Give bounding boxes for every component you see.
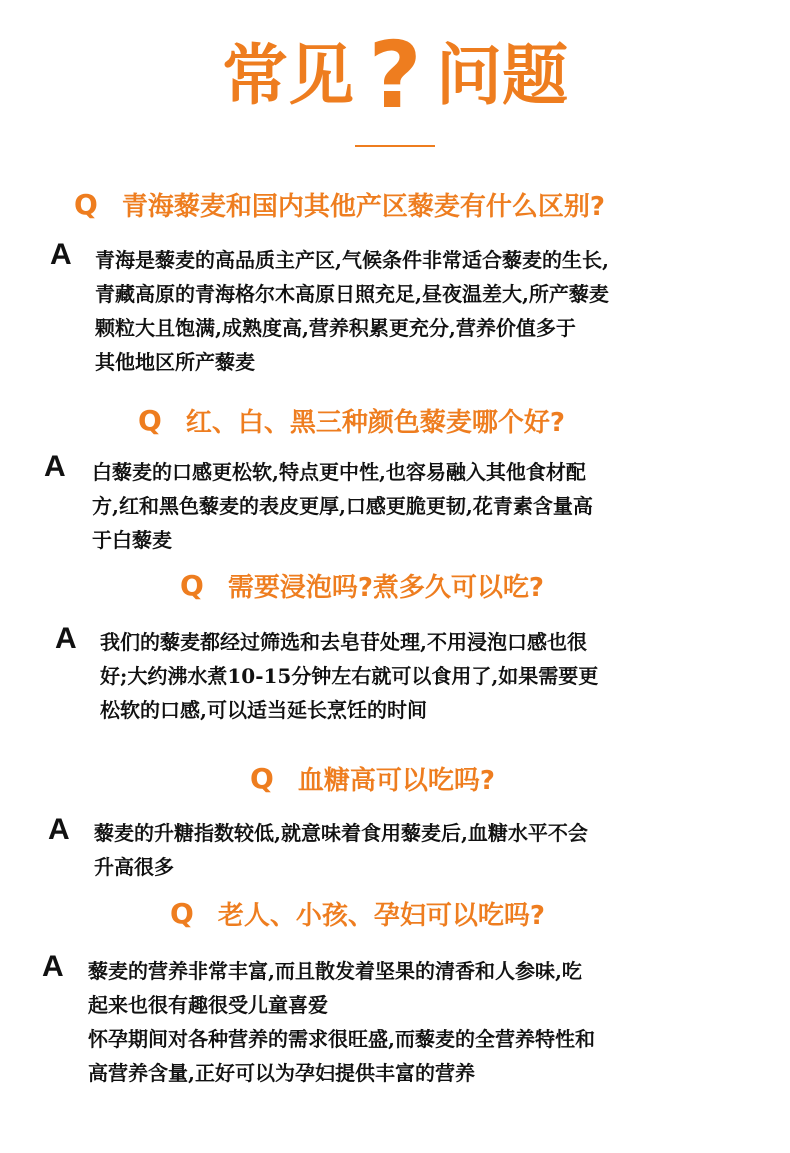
answer-line: 我们的藜麦都经过筛选和去皂苷处理,不用浸泡口感也很 <box>100 630 587 654</box>
answer-line: 高营养含量,正好可以为孕妇提供丰富的营养 <box>88 1061 475 1085</box>
question-mark-icon: ? <box>368 22 422 129</box>
answer-line: 松软的口感,可以适当延长烹饪的时间 <box>100 698 427 722</box>
faq-answer-4 <box>94 816 588 884</box>
question-text: 需要浸泡吗?煮多久可以吃? <box>227 572 544 603</box>
a-letter: A <box>44 450 66 483</box>
a-letter: A <box>55 622 77 655</box>
answer-line: 其他地区所产藜麦 <box>95 350 255 374</box>
faq-question-2 <box>138 400 565 440</box>
answer-line: 于白藜麦 <box>92 528 172 552</box>
answer-line: 起来也很有趣很受儿童喜爱 <box>88 993 328 1017</box>
faq-question-1 <box>74 184 605 224</box>
question-text: 青海藜麦和国内其他产区藜麦有什么区别? <box>121 191 605 222</box>
faq-answer-1 <box>95 243 609 379</box>
q-letter: Q <box>74 187 98 221</box>
question-text: 血糖高可以吃吗? <box>297 765 495 796</box>
answer-line: 方,红和黑色藜麦的表皮更厚,口感更脆更韧,花青素含量高 <box>92 494 593 518</box>
q-letter: Q <box>250 761 274 795</box>
faq-answer-2 <box>92 455 593 557</box>
a-letter: A <box>42 950 64 983</box>
faq-answer-3 <box>100 625 598 727</box>
page-title <box>0 22 790 129</box>
title-left: 常见 <box>222 37 354 114</box>
question-text: 红、白、黑三种颜色藜麦哪个好? <box>185 407 565 438</box>
answer-line: 颗粒大且饱满,成熟度高,营养积累更充分,营养价值多于 <box>95 316 576 340</box>
answer-line: 升高很多 <box>94 855 174 879</box>
title-divider <box>355 145 435 147</box>
answer-line: 白藜麦的口感更松软,特点更中性,也容易融入其他食材配 <box>92 460 586 484</box>
faq-question-3 <box>180 565 544 605</box>
answer-line: 好;大约沸水煮10-15分钟左右就可以食用了,如果需要更 <box>100 664 599 688</box>
q-letter: Q <box>180 568 204 602</box>
answer-line: 青海是藜麦的高品质主产区,气候条件非常适合藜麦的生长, <box>95 248 609 272</box>
answer-line: 藜麦的升糖指数较低,就意味着食用藜麦后,血糖水平不会 <box>94 821 588 845</box>
faq-question-4 <box>250 758 495 798</box>
question-text: 老人、小孩、孕妇可以吃吗? <box>217 900 545 931</box>
q-letter: Q <box>170 896 194 930</box>
answer-line: 怀孕期间对各种营养的需求很旺盛,而藜麦的全营养特性和 <box>88 1027 595 1051</box>
a-letter: A <box>48 813 70 846</box>
faq-question-5 <box>170 893 545 933</box>
q-letter: Q <box>138 403 162 437</box>
title-right: 问题 <box>436 37 568 114</box>
answer-line: 藜麦的营养非常丰富,而且散发着坚果的清香和人参味,吃 <box>88 959 582 983</box>
faq-answer-5 <box>88 954 595 1090</box>
a-letter: A <box>50 238 72 271</box>
answer-line: 青藏高原的青海格尔木高原日照充足,昼夜温差大,所产藜麦 <box>95 282 609 306</box>
